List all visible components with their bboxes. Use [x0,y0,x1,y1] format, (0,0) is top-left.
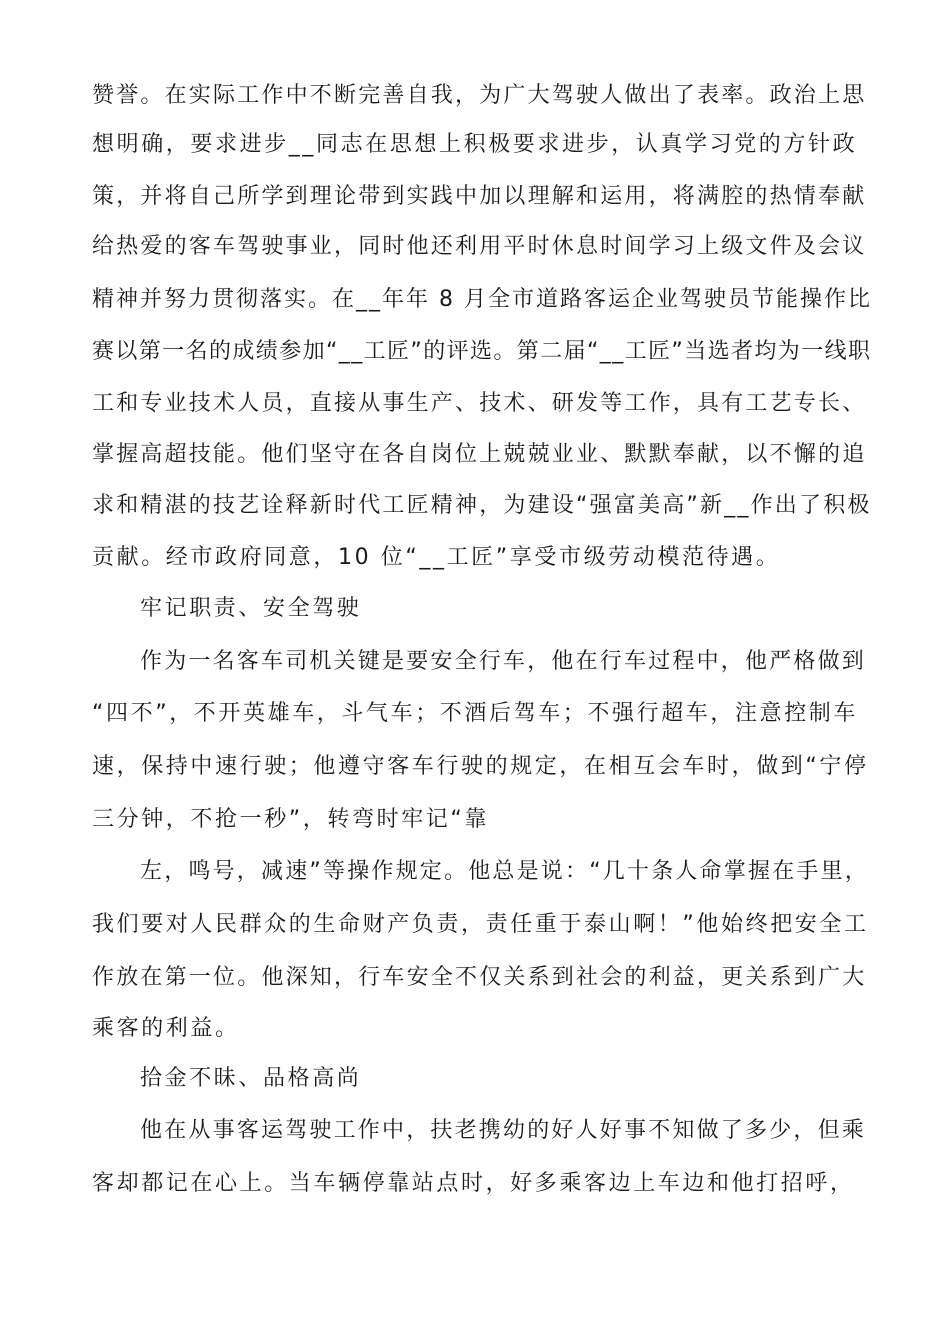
section-heading: 牢记职责、安全驾驶 [140,596,362,621]
text-line: “四不”，不开英雄车，斗气车；不酒后驾车；不强行超车，注意控制车 [92,701,858,726]
text-line: 贡献。经市政府同意，10 位“__工匠”享受市级劳动模范待遇。 [92,545,781,570]
text-line: 客却都记在心上。当车辆停靠站点时，好多乘客边上车边和他打招呼， [92,1171,855,1196]
text-line: 他在从事客运驾驶工作中，扶老携幼的好人好事不知做了多少，但乘 [140,1118,867,1143]
text-line: 求和精湛的技艺诠释新时代工匠精神，为建设“强富美高”新__作出了积极 [92,493,872,518]
text-line: 工和专业技术人员，直接从事生产、技术、研发等工作，具有工艺专长、 [92,391,867,416]
text-line: 赞誉。在实际工作中不断完善自我，为广大驾驶人做出了表率。政治上思 [92,83,867,108]
text-line: 赛以第一名的成绩参加“__工匠”的评选。第二届“__工匠”当选者均为一线职 [92,339,872,364]
text-line: 掌握高超技能。他们坚守在各自岗位上兢兢业业、默默奉献，以不懈的追 [92,442,867,467]
text-line: 作放在第一位。他深知，行车安全不仅关系到社会的利益，更关系到广大 [92,965,867,990]
section-heading: 拾金不昧、品格高尚 [140,1066,362,1091]
text-line: 左，鸣号，减速”等操作规定。他总是说：“几十条人命掌握在手里， [140,859,869,884]
text-line: 乘客的利益。 [92,1016,240,1041]
text-line: 给热爱的客车驾驶事业，同时他还利用平时休息时间学习上级文件及会议 [92,234,867,259]
text-line: 策，并将自己所学到理论带到实践中加以理解和运用，将满腔的热情奉献 [92,184,867,209]
text-line: 精神并努力贯彻落实。在__年年 8 月全市道路客运企业驾驶员节能操作比 [92,287,872,312]
text-line: 速，保持中速行驶；他遵守客车行驶的规定，在相互会车时，做到“宁停 [92,754,869,779]
text-line: 我们要对人民群众的生命财产负责，责任重于泰山啊！”他始终把安全工 [92,912,869,937]
text-line: 三分钟，不抢一秒”，转弯时牢记“靠 [92,807,489,832]
text-line: 想明确，要求进步__同志在思想上积极要求进步，认真学习党的方针政 [92,132,858,157]
text-line: 作为一名客车司机关键是要安全行车，他在行车过程中，他严格做到 [140,649,867,674]
